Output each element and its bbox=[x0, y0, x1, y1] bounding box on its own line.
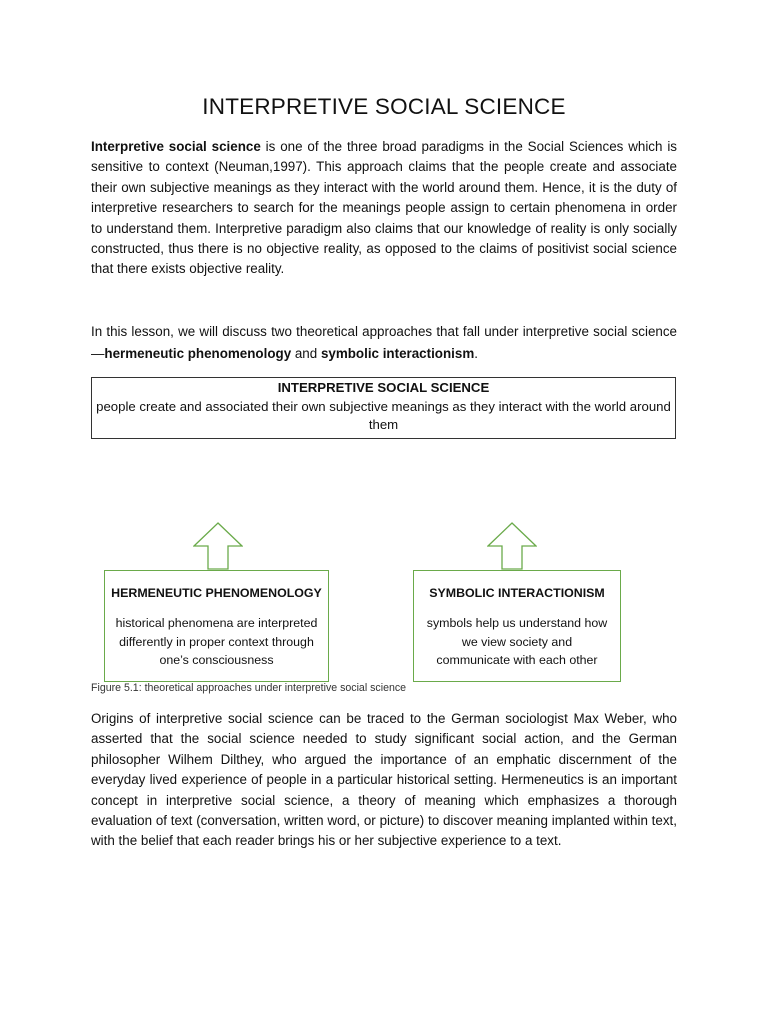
intro-bold-lead: Interpretive social science bbox=[91, 139, 261, 154]
page-title: INTERPRETIVE SOCIAL SCIENCE bbox=[202, 94, 566, 119]
lesson-end: . bbox=[474, 346, 478, 361]
lesson-text: In this lesson, we will discuss two theoretical approaches that fall under interpretive social science— bbox=[91, 324, 677, 361]
intro-paragraph bbox=[91, 137, 677, 280]
up-arrow-icon bbox=[193, 522, 243, 570]
figure-caption: Figure 5.1: theoretical approaches under interpretive social science bbox=[91, 682, 407, 694]
diagram-main-heading: INTERPRETIVE SOCIAL SCIENCE bbox=[277, 380, 490, 395]
intro-text: is one of the three broad paradigms in the Social Sciences which is sensitive to context (Neuman,1997). This approach claims that the people create and associate their own subjective meanings as they interact with the world around them. Hence, it is the duty of interpretive researchers to search for the meanings people assign to certain phenomena in order to understand them. Interpretive paradigm also claims that our knowledge of reality is only socially constructed, thus there is no objective reality, as opposed to the claims of positivist social science that there exists objective reality. bbox=[91, 139, 677, 277]
symbolic-description: symbols help us understand how we view society and communicate with each other bbox=[426, 615, 608, 668]
hermeneutic-description: historical phenomena are interpreted differently in proper context through one’s consciousness bbox=[115, 615, 318, 668]
lesson-approach-2: symbolic interactionism bbox=[320, 346, 475, 361]
hermeneutic-heading: HERMENEUTIC PHENOMENOLOGY bbox=[111, 586, 322, 600]
symbolic-heading: SYMBOLIC INTERACTIONISM bbox=[429, 586, 605, 600]
symbolic-interactionism-box bbox=[413, 570, 621, 682]
hermeneutic-phenomenology-box bbox=[104, 570, 329, 682]
lesson-connector: and bbox=[291, 346, 321, 361]
diagram-main-description: people create and associated their own subjective meanings as they interact with the world around them bbox=[96, 398, 671, 432]
diagram-main-box bbox=[91, 377, 676, 439]
up-arrow-icon bbox=[487, 522, 537, 570]
origins-paragraph: Origins of interpretive social science can be traced to the German sociologist Max Weber, who asserted that the social science needed to study significant social action, and the German philosopher Wilhem Dilthey, who argued the importance of an emphatic discernment of the everyday lived experience of people in a particular historical setting. Hermeneutics is an important concept in interpretive social science, a theory of meaning which emphasizes a thorough evaluation of text (conversation, written word, or picture) to discover meaning implanted within text, with the belief that each reader brings his or her subjective experience to a text. bbox=[91, 711, 677, 849]
lesson-approach-1: hermeneutic phenomenology bbox=[104, 346, 292, 361]
lesson-paragraph bbox=[91, 321, 677, 365]
